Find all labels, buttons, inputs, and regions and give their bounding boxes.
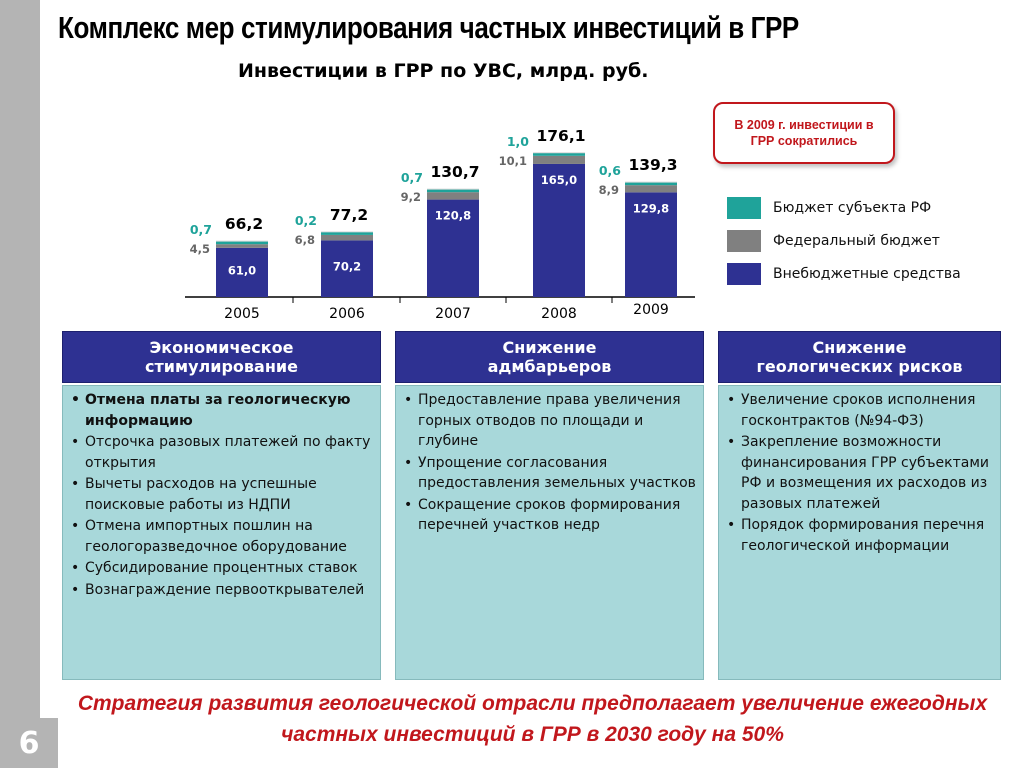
callout-text: В 2009 г. инвестиции в ГРР сократились [734,117,874,148]
x-tick-label: 2008 [541,306,577,322]
bars-group [190,127,678,322]
bar-segment [321,235,373,240]
bar-segment [216,244,268,248]
column-header-line: Экономическое [149,337,294,357]
bar-segment [625,185,677,192]
legend-item [727,230,940,252]
list-item: • Отмена платы за геологическую информацию [85,390,376,431]
column-header-line: Снижение [502,337,597,357]
list-item: • Вознаграждение первооткрывателей [85,580,376,601]
data-label-federal: 10,1 [498,153,527,168]
data-label-offbudget: 165,0 [540,172,578,187]
data-label-federal: 6,8 [294,232,315,247]
data-label-total: 176,1 [536,126,586,145]
data-label-total: 77,2 [329,205,369,224]
column-header-line: стимулирование [145,357,298,376]
column-header-line: адмбарьеров [487,357,612,376]
data-label-total: 66,2 [224,215,264,234]
column-header-line: геологических рисков [756,357,963,376]
list-item: • Сокращение сроков формирования перечней участков недр [418,495,699,536]
page-title: Комплекс мер стимулирования частных инвестиций в ГРР [58,10,799,45]
x-tick-label: 2007 [435,306,471,322]
data-label-offbudget: 129,8 [632,201,670,216]
legend-item [727,197,931,219]
x-tick-label: 2009 [633,302,669,318]
stacked-bar-chart [0,0,720,330]
data-label-regional: 1,0 [506,133,529,149]
bar-segment [533,156,585,164]
legend-swatch [727,263,761,285]
list-item: • Порядок формирования перечня геологической информации [741,515,996,556]
x-tick-label: 2006 [329,306,365,322]
list-item: • Предоставление права увеличения горных отводов по площади и глубине [418,390,699,452]
data-label-regional: 0,2 [294,212,317,228]
data-label-federal: 9,2 [400,190,421,205]
legend-swatch [727,197,761,219]
list-item: • Закрепление возможности финансирования ГРР субъектами РФ и возмещения их расходов из разовых платежей [741,432,996,514]
data-label-federal: 8,9 [598,183,619,198]
column-body-admin [395,385,704,680]
list-item: • Вычеты расходов на успешные поисковые работы из НДПИ [85,474,376,515]
chart-title: Инвестиции в ГРР по УВС, млрд. руб. [238,60,649,82]
callout-box [713,102,895,164]
legend-label: Федеральный бюджет [773,233,940,249]
page-number: 6 [0,718,58,768]
data-label-total: 139,3 [628,156,678,175]
column-body-risks [718,385,1001,680]
data-label-regional: 0,6 [598,163,621,179]
list-item: • Упрощение согласования предоставления земельных участков [418,453,699,494]
data-label-total: 130,7 [430,163,480,182]
list-item: • Отмена импортных пошлин на геологоразведочное оборудование [85,516,376,557]
column-header-risks [718,331,1001,383]
column-body-economic [62,385,381,680]
list-item: • Увеличение сроков исполнения госконтрактов (№94-ФЗ) [741,390,996,431]
data-label-federal: 4,5 [189,242,210,257]
list-item: • Субсидирование процентных ставок [85,558,376,579]
legend-label: Бюджет субъекта РФ [773,200,932,216]
data-label-offbudget: 70,2 [332,259,362,274]
legend-item [727,263,961,285]
footer-statement: Стратегия развития геологической отрасли предполагает увеличение ежегодных частных инвестиций в ГРР в 2030 году на 50% [77,692,988,746]
column-header-line: Снижение [812,337,907,357]
data-label-regional: 0,7 [400,170,423,186]
column-header-admin [395,331,704,383]
legend-swatch [727,230,761,252]
list-item: • Отсрочка разовых платежей по факту открытия [85,432,376,473]
data-label-regional: 0,7 [189,222,212,238]
data-label-offbudget: 61,0 [227,263,257,278]
data-label-offbudget: 120,8 [434,208,472,223]
x-tick-label: 2005 [224,306,260,322]
bar-segment [427,192,479,199]
legend-label: Внебюджетные средства [773,266,961,282]
column-header-economic [62,331,381,383]
